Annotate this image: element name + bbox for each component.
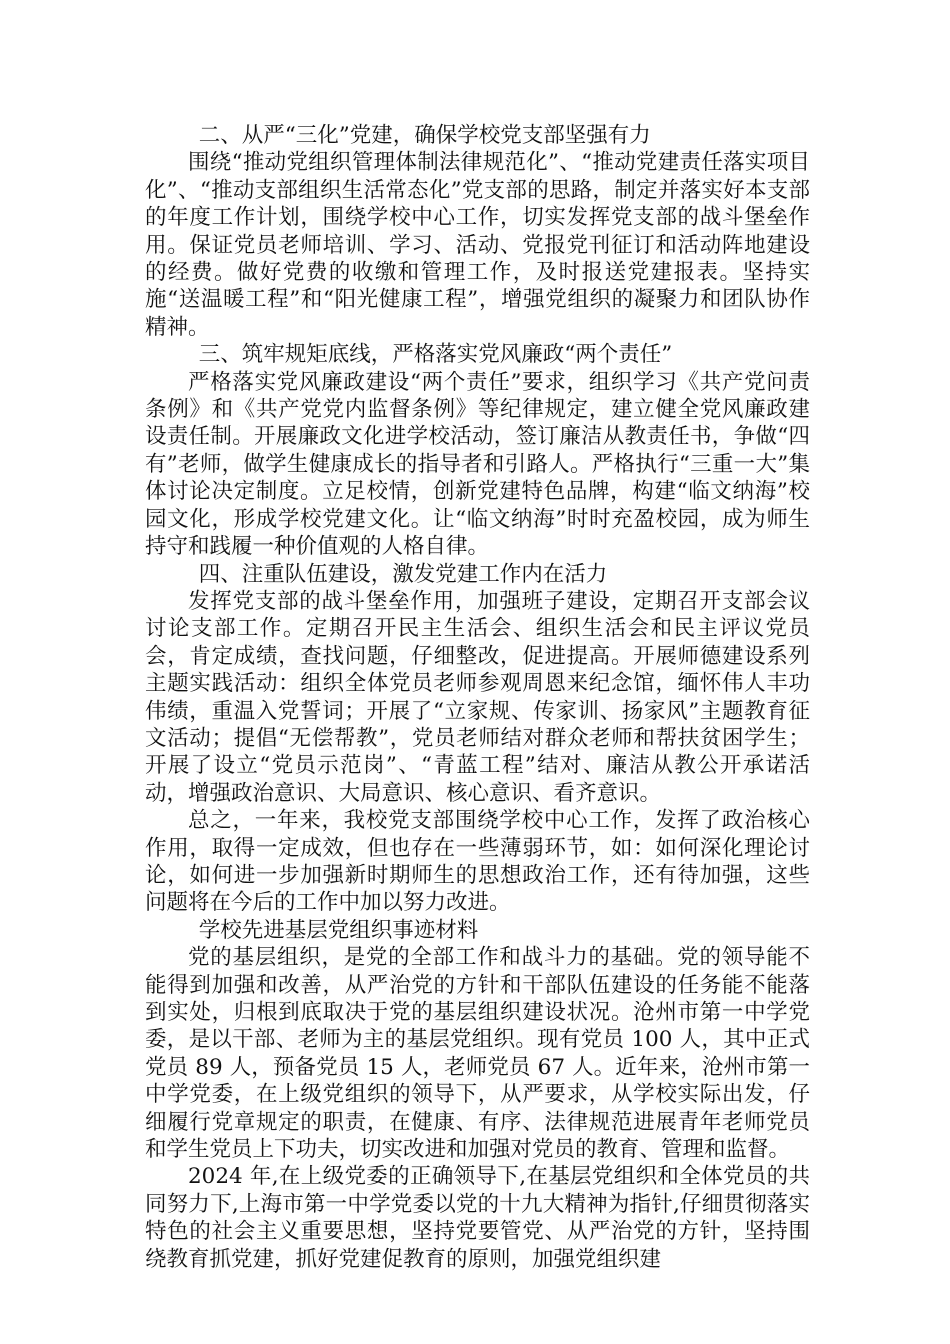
paragraph-summary: 总之，一年来，我校党支部围绕学校中心工作，发挥了政治核心作用，取得一定成效，但也存在一些薄弱环节，如：如何深化理论讨论，如何进一步加强新时期师生的思想政治工作，还有待加强，这些问题将在今后的工作中加以努力改进。 xyxy=(145,808,810,916)
section-heading-2: 二、从严“三化”党建，确保学校党支部坚强有力 xyxy=(198,123,651,148)
document-subtitle: 学校先进基层党组织事迹材料 xyxy=(198,917,479,943)
section-heading-3: 三、筑牢规矩底线，严格落实党风廉政“两个责任” xyxy=(198,342,673,368)
paragraph-grassroots-organization: 党的基层组织，是党的全部工作和战斗力的基础。党的领导能不能得到加强和改善，从严治党的方针和干部队伍建设的任务能不能落到实处，归根到底取决于党的基层组织建设状况。沧州市第一中学党委，是以干部、老师为主的基层党组织。现有党员 100 人，其中正式党员 89 人，预备党员 15 人，老师党员 67 人。近年来，沧州市第一中学党委，在上级党组织的领导下，从严要求，从学校实际出发，仔细履行党章规定的职责，在健康、有序、法律规范进展青年老师党员和学生党员上下功夫，切实改进和加强对党员的教育、管理和监督。 xyxy=(145,945,810,1163)
paragraph-2024-work: 2024 年,在上级党委的正确领导下,在基层党组织和全体党员的共同努力下,上海市第一中学党委以党的十九大精神为指针,仔细贯彻落实特色的社会主义重要思想，坚持党要管党、从严治党的方针，坚持围绕教育抓党建，抓好党建促教育的原则，加强党组织建 xyxy=(145,1164,810,1272)
paragraph-integrity-responsibility: 严格落实党风廉政建设“两个责任”要求，组织学习《共产党问责条例》和《共产党党内监督条例》等纪律规定，建立健全党风廉政建设责任制。开展廉政文化进学校活动，签订廉洁从教责任书，争做“四有”老师，做学生健康成长的指导者和引路人。严格执行“三重一大”集体讨论决定制度。立足校情，创新党建特色品牌，构建“临文纳海”校园文化，形成学校党建文化。让“临文纳海”时时充盈校园，成为师生持守和践履一种价值观的人格自律。 xyxy=(145,369,810,560)
document-body xyxy=(145,122,810,1273)
paragraph-team-building: 发挥党支部的战斗堡垒作用，加强班子建设，定期召开支部会议讨论支部工作。定期召开民主生活会、组织生活会和民主评议党员会，肯定成绩，查找问题，仔细整改，促进提高。开展师德建设系列主题实践活动：组织全体党员老师参观周恩来纪念馆，缅怀伟人丰功伟绩，重温入党誓词；开展了“立家规、传家训、扬家风”主题教育征文活动；提倡“无偿帮教”，党员老师结对群众老师和帮扶贫困学生；开展了设立“党员示范岗”、“青蓝工程”结对、廉洁从教公开承诺活动，增强政治意识、大局意识、核心意识、看齐意识。 xyxy=(145,588,810,806)
paragraph-party-standardization: 围绕“推动党组织管理体制法律规范化”、“推动党建责任落实项目化”、“推动支部组织生活常态化”党支部的思路，制定并落实好本支部的年度工作计划，围绕学校中心工作，切实发挥党支部的战斗堡垒作用。保证党员老师培训、学习、活动、党报党刊征订和活动阵地建设的经费。做好党费的收缴和管理工作，及时报送党建报表。坚持实施“送温暖工程”和“阳光健康工程”，增强党组织的凝聚力和团队协作精神。 xyxy=(145,150,810,340)
section-heading-4: 四、注重队伍建设，激发党建工作内在活力 xyxy=(198,561,608,587)
